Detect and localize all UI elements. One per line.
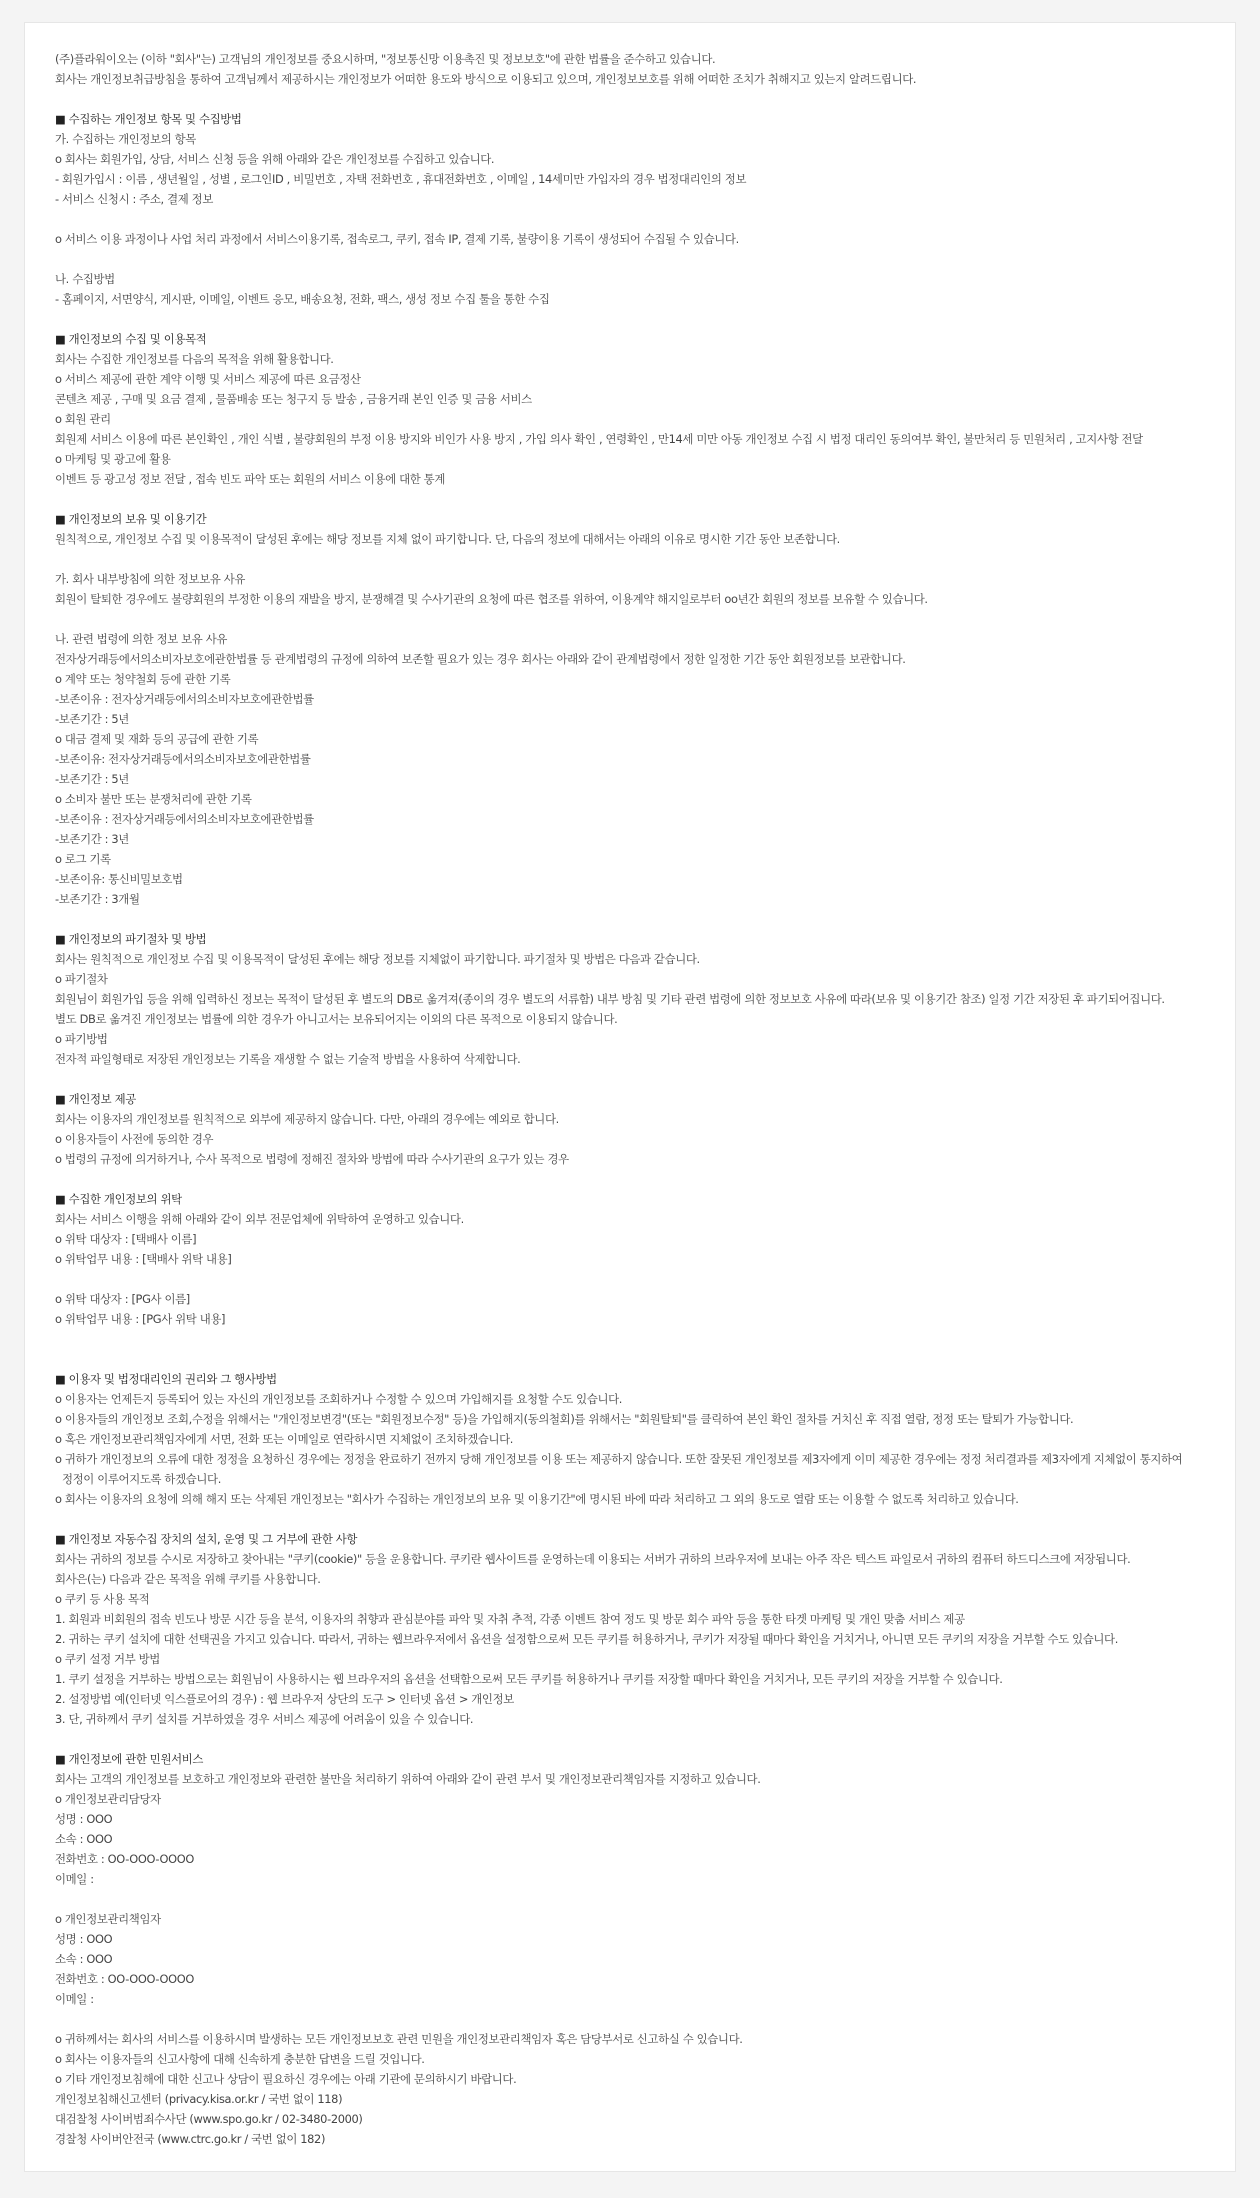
bullet-item: o 귀하가 개인정보의 오류에 대한 정정을 요청하신 경우에는 정정을 완료하기 전까지 당해 개인정보를 이용 또는 제공하지 않습니다. 또한 잘못된 개인정보를 제3자에게 이미 제공한 경우에는 정정 처리결과를 제3자에게 지체없이 통지하여	[55, 1452, 1183, 1466]
paragraph-line: 전화번호 : OO-OOO-OOOO	[55, 1852, 194, 1866]
bullet-item: o 혹은 개인정보관리책임자에게 서면, 전화 또는 이메일로 연락하시면 지체없이 조치하겠습니다.	[55, 1432, 514, 1446]
bullet-item: o 회사는 이용자의 요청에 의해 해지 또는 삭제된 개인정보는 "회사가 수집하는 개인정보의 보유 및 이용기간"에 명시된 바에 따라 처리하고 그 외의 용도로 열람 또는 이용할 수 없도록 처리하고 있습니다.	[55, 1492, 1019, 1506]
detail-line: -보존기간 : 3년	[55, 832, 129, 846]
detail-line: -보존기간 : 3개월	[55, 892, 140, 906]
paragraph-line: 성명 : OOO	[55, 1812, 113, 1826]
bullet-item: o 기타 개인정보침해에 대한 신고나 상담이 필요하신 경우에는 아래 기관에 문의하시기 바랍니다.	[55, 2072, 517, 2086]
paragraph-line: 개인정보침해신고센터 (privacy.kisa.or.kr / 국번 없이 118)	[55, 2092, 343, 2106]
section-heading: ■ 개인정보의 보유 및 이용기간	[55, 512, 207, 526]
bullet-item: o 개인정보관리담당자	[55, 1792, 161, 1806]
blank-line	[55, 89, 1205, 109]
bullet-item: o 로그 기록	[55, 852, 111, 866]
section-heading: ■ 개인정보에 관한 민원서비스	[55, 1752, 204, 1766]
paragraph-line: 원칙적으로, 개인정보 수집 및 이용목적이 달성된 후에는 해당 정보를 지체 없이 파기합니다. 단, 다음의 정보에 대해서는 아래의 이유로 명시한 기간 동안 보존합니다.	[55, 532, 840, 546]
paragraph-line: 회원님이 회원가입 등을 위해 입력하신 정보는 목적이 달성된 후 별도의 DB로 옮겨져(종이의 경우 별도의 서류함) 내부 방침 및 기타 관련 법령에 의한 정보보호 사유에 따라(보유 및 이용기간 참조) 일정 기간 저장된 후 파기되어집니다.	[55, 992, 1165, 1006]
paragraph-line: 정정이 이루어지도록 하겠습니다.	[62, 1472, 221, 1486]
paragraph-line: 2. 귀하는 쿠키 설치에 대한 선택권을 가지고 있습니다. 따라서, 귀하는 웹브라우저에서 옵션을 설정함으로써 모든 쿠키를 허용하거나, 쿠키가 저장될 때마다 확인을 거치거나, 아니면 모든 쿠키의 저장을 거부할 수도 있습니다.	[55, 1632, 1118, 1646]
bullet-item: o 개인정보관리책임자	[55, 1912, 161, 1926]
blank-line	[55, 1889, 1205, 1909]
paragraph-line: 1. 쿠키 설정을 거부하는 방법으로는 회원님이 사용하시는 웹 브라우저의 옵션을 선택함으로써 모든 쿠키를 허용하거나 쿠키를 저장할 때마다 확인을 거치거나, 모든 쿠키의 저장을 거부할 수 있습니다.	[55, 1672, 1003, 1686]
subsection-heading: 가. 회사 내부방침에 의한 정보보유 사유	[55, 572, 246, 586]
blank-line	[55, 549, 1205, 569]
blank-line	[55, 1069, 1205, 1089]
detail-line: -보존이유: 전자상거래등에서의소비자보호에관한법률	[55, 752, 311, 766]
paragraph-line: 별도 DB로 옮겨진 개인정보는 법률에 의한 경우가 아니고서는 보유되어지는 이외의 다른 목적으로 이용되지 않습니다.	[55, 1012, 618, 1026]
bullet-item: o 회사는 이용자들의 신고사항에 대해 신속하게 충분한 답변을 드릴 것입니다.	[55, 2052, 425, 2066]
bullet-item: o 이용자들의 개인정보 조회,수정을 위해서는 "개인정보변경"(또는 "회원정보수정" 등)을 가입해지(동의철회)를 위해서는 "회원탈퇴"를 클릭하여 본인 확인 절차를 거치신 후 직접 열람, 정정 또는 탈퇴가 가능합니다.	[55, 1412, 1074, 1426]
blank-line	[55, 249, 1205, 269]
detail-line: - 회원가입시 : 이름 , 생년월일 , 성별 , 로그인ID , 비밀번호 , 자택 전화번호 , 휴대전화번호 , 이메일 , 14세미만 가입자의 경우 법정대리인의 정보	[55, 172, 747, 186]
paragraph-line: 소속 : OOO	[55, 1832, 113, 1846]
paragraph-line: 2. 설정방법 예(인터넷 익스플로어의 경우) : 웹 브라우저 상단의 도구 > 인터넷 옵션 > 개인정보	[55, 1692, 514, 1706]
paragraph-line: 전화번호 : OO-OOO-OOOO	[55, 1972, 194, 1986]
blank-line	[55, 209, 1205, 229]
paragraph-line: 소속 : OOO	[55, 1952, 113, 1966]
bullet-item: o 이용자들이 사전에 동의한 경우	[55, 1132, 214, 1146]
paragraph-line: 이메일 :	[55, 1992, 94, 2006]
blank-line	[55, 909, 1205, 929]
paragraph-line: 회원이 탈퇴한 경우에도 불량회원의 부정한 이용의 재발을 방지, 분쟁해결 및 수사기관의 요청에 따른 협조를 위하여, 이용계약 해지일로부터 oo년간 회원의 정보를 보유할 수 있습니다.	[55, 592, 928, 606]
section-heading: ■ 수집하는 개인정보 항목 및 수집방법	[55, 112, 242, 126]
bullet-item: o 회사는 회원가입, 상담, 서비스 신청 등을 위해 아래와 같은 개인정보를 수집하고 있습니다.	[55, 152, 495, 166]
bullet-item: o 위탁 대상자 : [택배사 이름]	[55, 1232, 197, 1246]
blank-line	[55, 309, 1205, 329]
detail-line: -보존이유 : 전자상거래등에서의소비자보호에관한법률	[55, 812, 314, 826]
bullet-item: o 대금 결제 및 재화 등의 공급에 관한 기록	[55, 732, 259, 746]
blank-line	[55, 1349, 1205, 1369]
privacy-policy-text	[55, 49, 1205, 2149]
paragraph-line: 대검찰청 사이버범죄수사단 (www.spo.go.kr / 02-3480-2000)	[55, 2112, 363, 2126]
blank-line	[55, 2009, 1205, 2029]
paragraph-line: 회사는 서비스 이행을 위해 아래와 같이 외부 전문업체에 위탁하여 운영하고 있습니다.	[55, 1212, 464, 1226]
paragraph-line: 회사는 수집한 개인정보를 다음의 목적을 위해 활용합니다.	[55, 352, 334, 366]
detail-line: - 홈페이지, 서면양식, 게시판, 이메일, 이벤트 응모, 배송요청, 전화, 팩스, 생성 정보 수집 툴을 통한 수집	[55, 292, 550, 306]
subsection-heading: 나. 수집방법	[55, 272, 115, 286]
blank-line	[55, 1269, 1205, 1289]
paragraph-line: 전자적 파일형태로 저장된 개인정보는 기록을 재생할 수 없는 기술적 방법을 사용하여 삭제합니다.	[55, 1052, 521, 1066]
paragraph-line: 성명 : OOO	[55, 1932, 113, 1946]
paragraph-line: 회원제 서비스 이용에 따른 본인확인 , 개인 식별 , 불량회원의 부정 이용 방지와 비인가 사용 방지 , 가입 의사 확인 , 연령확인 , 만14세 미만 아동 개인정보 수집 시 법정 대리인 동의여부 확인, 불만처리 등 민원처리 , 고지사항 전달	[55, 432, 1143, 446]
detail-line: -보존기간 : 5년	[55, 712, 129, 726]
section-heading: ■ 개인정보 제공	[55, 1092, 136, 1106]
paragraph-line: 회사는 고객의 개인정보를 보호하고 개인정보와 관련한 불만을 처리하기 위하여 아래와 같이 관련 부서 및 개인정보관리책임자를 지정하고 있습니다.	[55, 1772, 761, 1786]
paragraph-line: 회사은(는) 다음과 같은 목적을 위해 쿠키를 사용합니다.	[55, 1572, 321, 1586]
section-heading: ■ 개인정보의 파기절차 및 방법	[55, 932, 207, 946]
bullet-item: o 회원 관리	[55, 412, 111, 426]
blank-line	[55, 609, 1205, 629]
blank-line	[55, 489, 1205, 509]
paragraph-line: 회사는 원칙적으로 개인정보 수집 및 이용목적이 달성된 후에는 해당 정보를 지체없이 파기합니다. 파기절차 및 방법은 다음과 같습니다.	[55, 952, 700, 966]
bullet-item: o 법령의 규정에 의거하거나, 수사 목적으로 법령에 정해진 절차와 방법에 따라 수사기관의 요구가 있는 경우	[55, 1152, 569, 1166]
paragraph-line: 1. 회원과 비회원의 접속 빈도나 방문 시간 등을 분석, 이용자의 취향과 관심분야를 파악 및 자취 추적, 각종 이벤트 참여 정도 및 방문 회수 파악 등을 통한 타겟 마케팅 및 개인 맞춤 서비스 제공	[55, 1612, 965, 1626]
paragraph-line: 이메일 :	[55, 1872, 94, 1886]
blank-line	[55, 1329, 1205, 1349]
bullet-item: o 파기방법	[55, 1032, 108, 1046]
bullet-item: o 파기절차	[55, 972, 108, 986]
paragraph-line: 이벤트 등 광고성 정보 전달 , 접속 빈도 파악 또는 회원의 서비스 이용에 대한 통계	[55, 472, 445, 486]
section-heading: ■ 개인정보 자동수집 장치의 설치, 운영 및 그 거부에 관한 사항	[55, 1532, 358, 1546]
detail-line: -보존이유: 통신비밀보호법	[55, 872, 183, 886]
section-heading: ■ 이용자 및 법정대리인의 권리와 그 행사방법	[55, 1372, 277, 1386]
subsection-heading: 나. 관련 법령에 의한 정보 보유 사유	[55, 632, 228, 646]
policy-panel	[24, 22, 1236, 2172]
bullet-item: o 위탁업무 내용 : [택배사 위탁 내용]	[55, 1252, 232, 1266]
bullet-item: o 마케팅 및 광고에 활용	[55, 452, 171, 466]
detail-line: - 서비스 신청시 : 주소, 결제 정보	[55, 192, 213, 206]
section-heading: ■ 수집한 개인정보의 위탁	[55, 1192, 182, 1206]
bullet-item: o 귀하께서는 회사의 서비스를 이용하시며 발생하는 모든 개인정보보호 관련 민원을 개인정보관리책임자 혹은 담당부서로 신고하실 수 있습니다.	[55, 2032, 743, 2046]
paragraph-line: 회사는 개인정보취급방침을 통하여 고객님께서 제공하시는 개인정보가 어떠한 용도와 방식으로 이용되고 있으며, 개인정보보호를 위해 어떠한 조치가 취해지고 있는지 알려드립니다.	[55, 72, 917, 86]
bullet-item: o 쿠키 설정 거부 방법	[55, 1652, 160, 1666]
paragraph-line: 전자상거래등에서의소비자보호에관한법률 등 관계법령의 규정에 의하여 보존할 필요가 있는 경우 회사는 아래와 같이 관계법령에서 정한 일정한 기간 동안 회원정보를 보관합니다.	[55, 652, 906, 666]
paragraph-line: 콘텐츠 제공 , 구매 및 요금 결제 , 물품배송 또는 청구지 등 발송 , 금융거래 본인 인증 및 금융 서비스	[55, 392, 532, 406]
paragraph-line: 3. 단, 귀하께서 쿠키 설치를 거부하였을 경우 서비스 제공에 어려움이 있을 수 있습니다.	[55, 1712, 474, 1726]
paragraph-line: 회사는 이용자의 개인정보를 원칙적으로 외부에 제공하지 않습니다. 다만, 아래의 경우에는 예외로 합니다.	[55, 1112, 559, 1126]
paragraph-line: (주)플라워이오는 (이하 "회사"는) 고객님의 개인정보를 중요시하며, "정보통신망 이용촉진 및 정보보호"에 관한 법률을 준수하고 있습니다.	[55, 52, 716, 66]
bullet-item: o 위탁 대상자 : [PG사 이름]	[55, 1292, 190, 1306]
subsection-heading: 가. 수집하는 개인정보의 항목	[55, 132, 196, 146]
bullet-item: o 서비스 이용 과정이나 사업 처리 과정에서 서비스이용기록, 접속로그, 쿠키, 접속 IP, 결제 기록, 불량이용 기록이 생성되어 수집될 수 있습니다.	[55, 232, 739, 246]
blank-line	[55, 1169, 1205, 1189]
detail-line: -보존이유 : 전자상거래등에서의소비자보호에관한법률	[55, 692, 314, 706]
bullet-item: o 서비스 제공에 관한 계약 이행 및 서비스 제공에 따른 요금정산	[55, 372, 361, 386]
blank-line	[55, 1729, 1205, 1749]
bullet-item: o 쿠키 등 사용 목적	[55, 1592, 150, 1606]
paragraph-line: 경찰청 사이버안전국 (www.ctrc.go.kr / 국번 없이 182)	[55, 2132, 326, 2146]
detail-line: -보존기간 : 5년	[55, 772, 129, 786]
bullet-item: o 위탁업무 내용 : [PG사 위탁 내용]	[55, 1312, 226, 1326]
paragraph-line: 회사는 귀하의 정보를 수시로 저장하고 찾아내는 "쿠키(cookie)" 등을 운용합니다. 쿠키란 웹사이트를 운영하는데 이용되는 서버가 귀하의 브라우저에 보내는 아주 작은 텍스트 파일로서 귀하의 컴퓨터 하드디스크에 저장됩니다.	[55, 1552, 1131, 1566]
section-heading: ■ 개인정보의 수집 및 이용목적	[55, 332, 207, 346]
blank-line	[55, 1509, 1205, 1529]
bullet-item: o 소비자 불만 또는 분쟁처리에 관한 기록	[55, 792, 252, 806]
bullet-item: o 계약 또는 청약철회 등에 관한 기록	[55, 672, 231, 686]
bullet-item: o 이용자는 언제든지 등록되어 있는 자신의 개인정보를 조회하거나 수정할 수 있으며 가입해지를 요청할 수도 있습니다.	[55, 1392, 623, 1406]
